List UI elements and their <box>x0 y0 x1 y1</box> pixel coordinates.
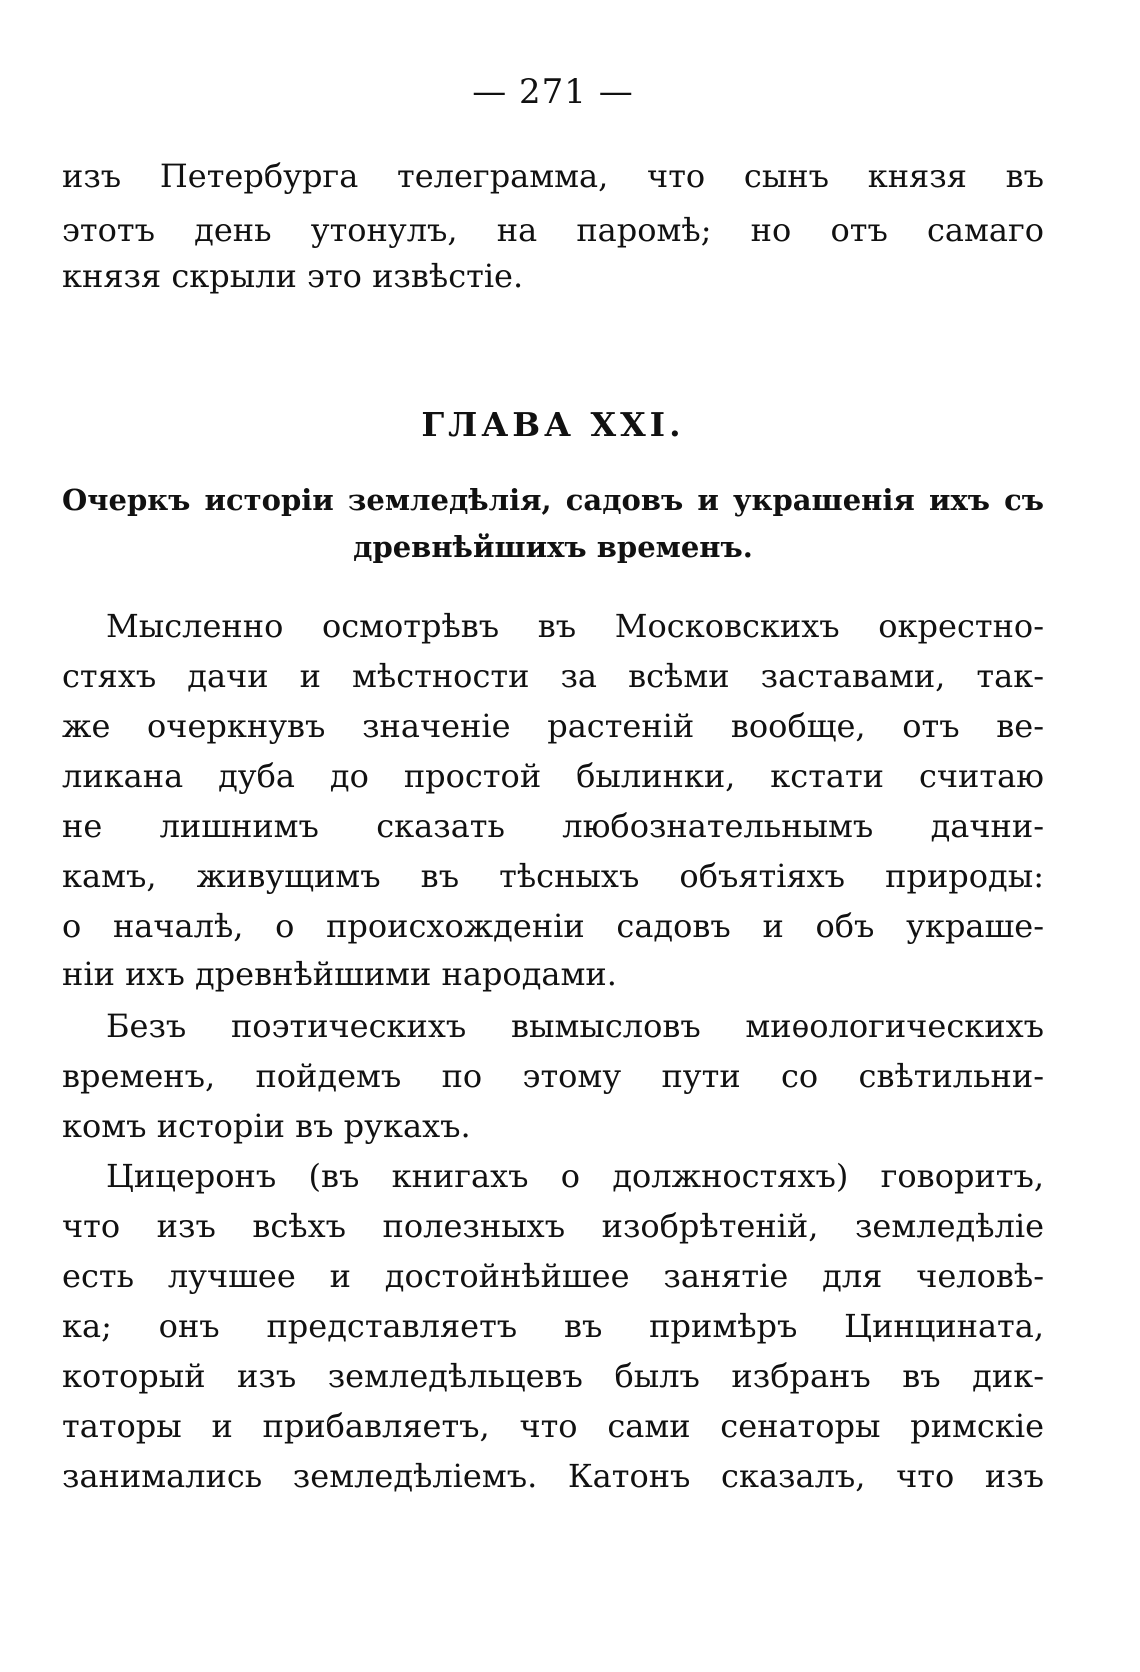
text-line: что изъ всѣхъ полезныхъ изобрѣтеній, земледѣліе <box>62 1207 1044 1245</box>
text-line: изъ Петербурга телеграмма, что сынъ князя въ <box>62 157 1044 195</box>
text-line: комъ исторіи въ рукахъ. <box>62 1107 471 1145</box>
book-page <box>62 0 1044 1672</box>
chapter-title: ГЛАВА XXI. <box>421 405 685 444</box>
chapter-subtitle: Очеркъ исторіи земледѣлія, садовъ и украшенія ихъ съ <box>62 483 1044 517</box>
text-line: Мысленно осмотрѣвъ въ Московскихъ окрестно- <box>106 607 1044 645</box>
text-line: ликана дуба до простой былинки, кстати считаю <box>62 757 1044 795</box>
chapter-subtitle: древнѣйшихъ временъ. <box>353 530 753 564</box>
text-line: Цицеронъ (въ книгахъ о должностяхъ) говоритъ, <box>106 1157 1044 1195</box>
text-line: не лишнимъ сказать любознательнымъ дачни- <box>62 807 1044 845</box>
text-line: занимались земледѣліемъ. Катонъ сказалъ, что изъ <box>62 1457 1044 1495</box>
text-line: есть лучшее и достойнѣйшее занятіе для человѣ- <box>62 1257 1044 1295</box>
text-line: князя скрыли это извѣстіе. <box>62 257 524 295</box>
text-line: временъ, пойдемъ по этому пути со свѣтильни- <box>62 1057 1044 1095</box>
text-line: стяхъ дачи и мѣстности за всѣми заставами, так- <box>62 657 1044 695</box>
text-line: ка; онъ представляетъ въ примѣръ Цинцината, <box>62 1307 1044 1345</box>
text-line: этотъ день утонулъ, на паромѣ; но отъ самаго <box>62 211 1044 249</box>
text-line: Безъ поэтическихъ вымысловъ миѳологическихъ <box>106 1007 1044 1045</box>
text-line: таторы и прибавляетъ, что сами сенаторы римскіе <box>62 1407 1044 1445</box>
text-line: камъ, живущимъ въ тѣсныхъ объятіяхъ природы: <box>62 857 1044 895</box>
page-number: — 271 — <box>472 72 634 112</box>
text-line: о началѣ, о происхожденіи садовъ и объ украше- <box>62 907 1044 945</box>
text-line: же очеркнувъ значеніе растеній вообще, отъ ве- <box>62 707 1044 745</box>
text-line: ніи ихъ древнѣйшими народами. <box>62 955 617 993</box>
text-line: который изъ земледѣльцевъ былъ избранъ въ дик- <box>62 1357 1044 1395</box>
